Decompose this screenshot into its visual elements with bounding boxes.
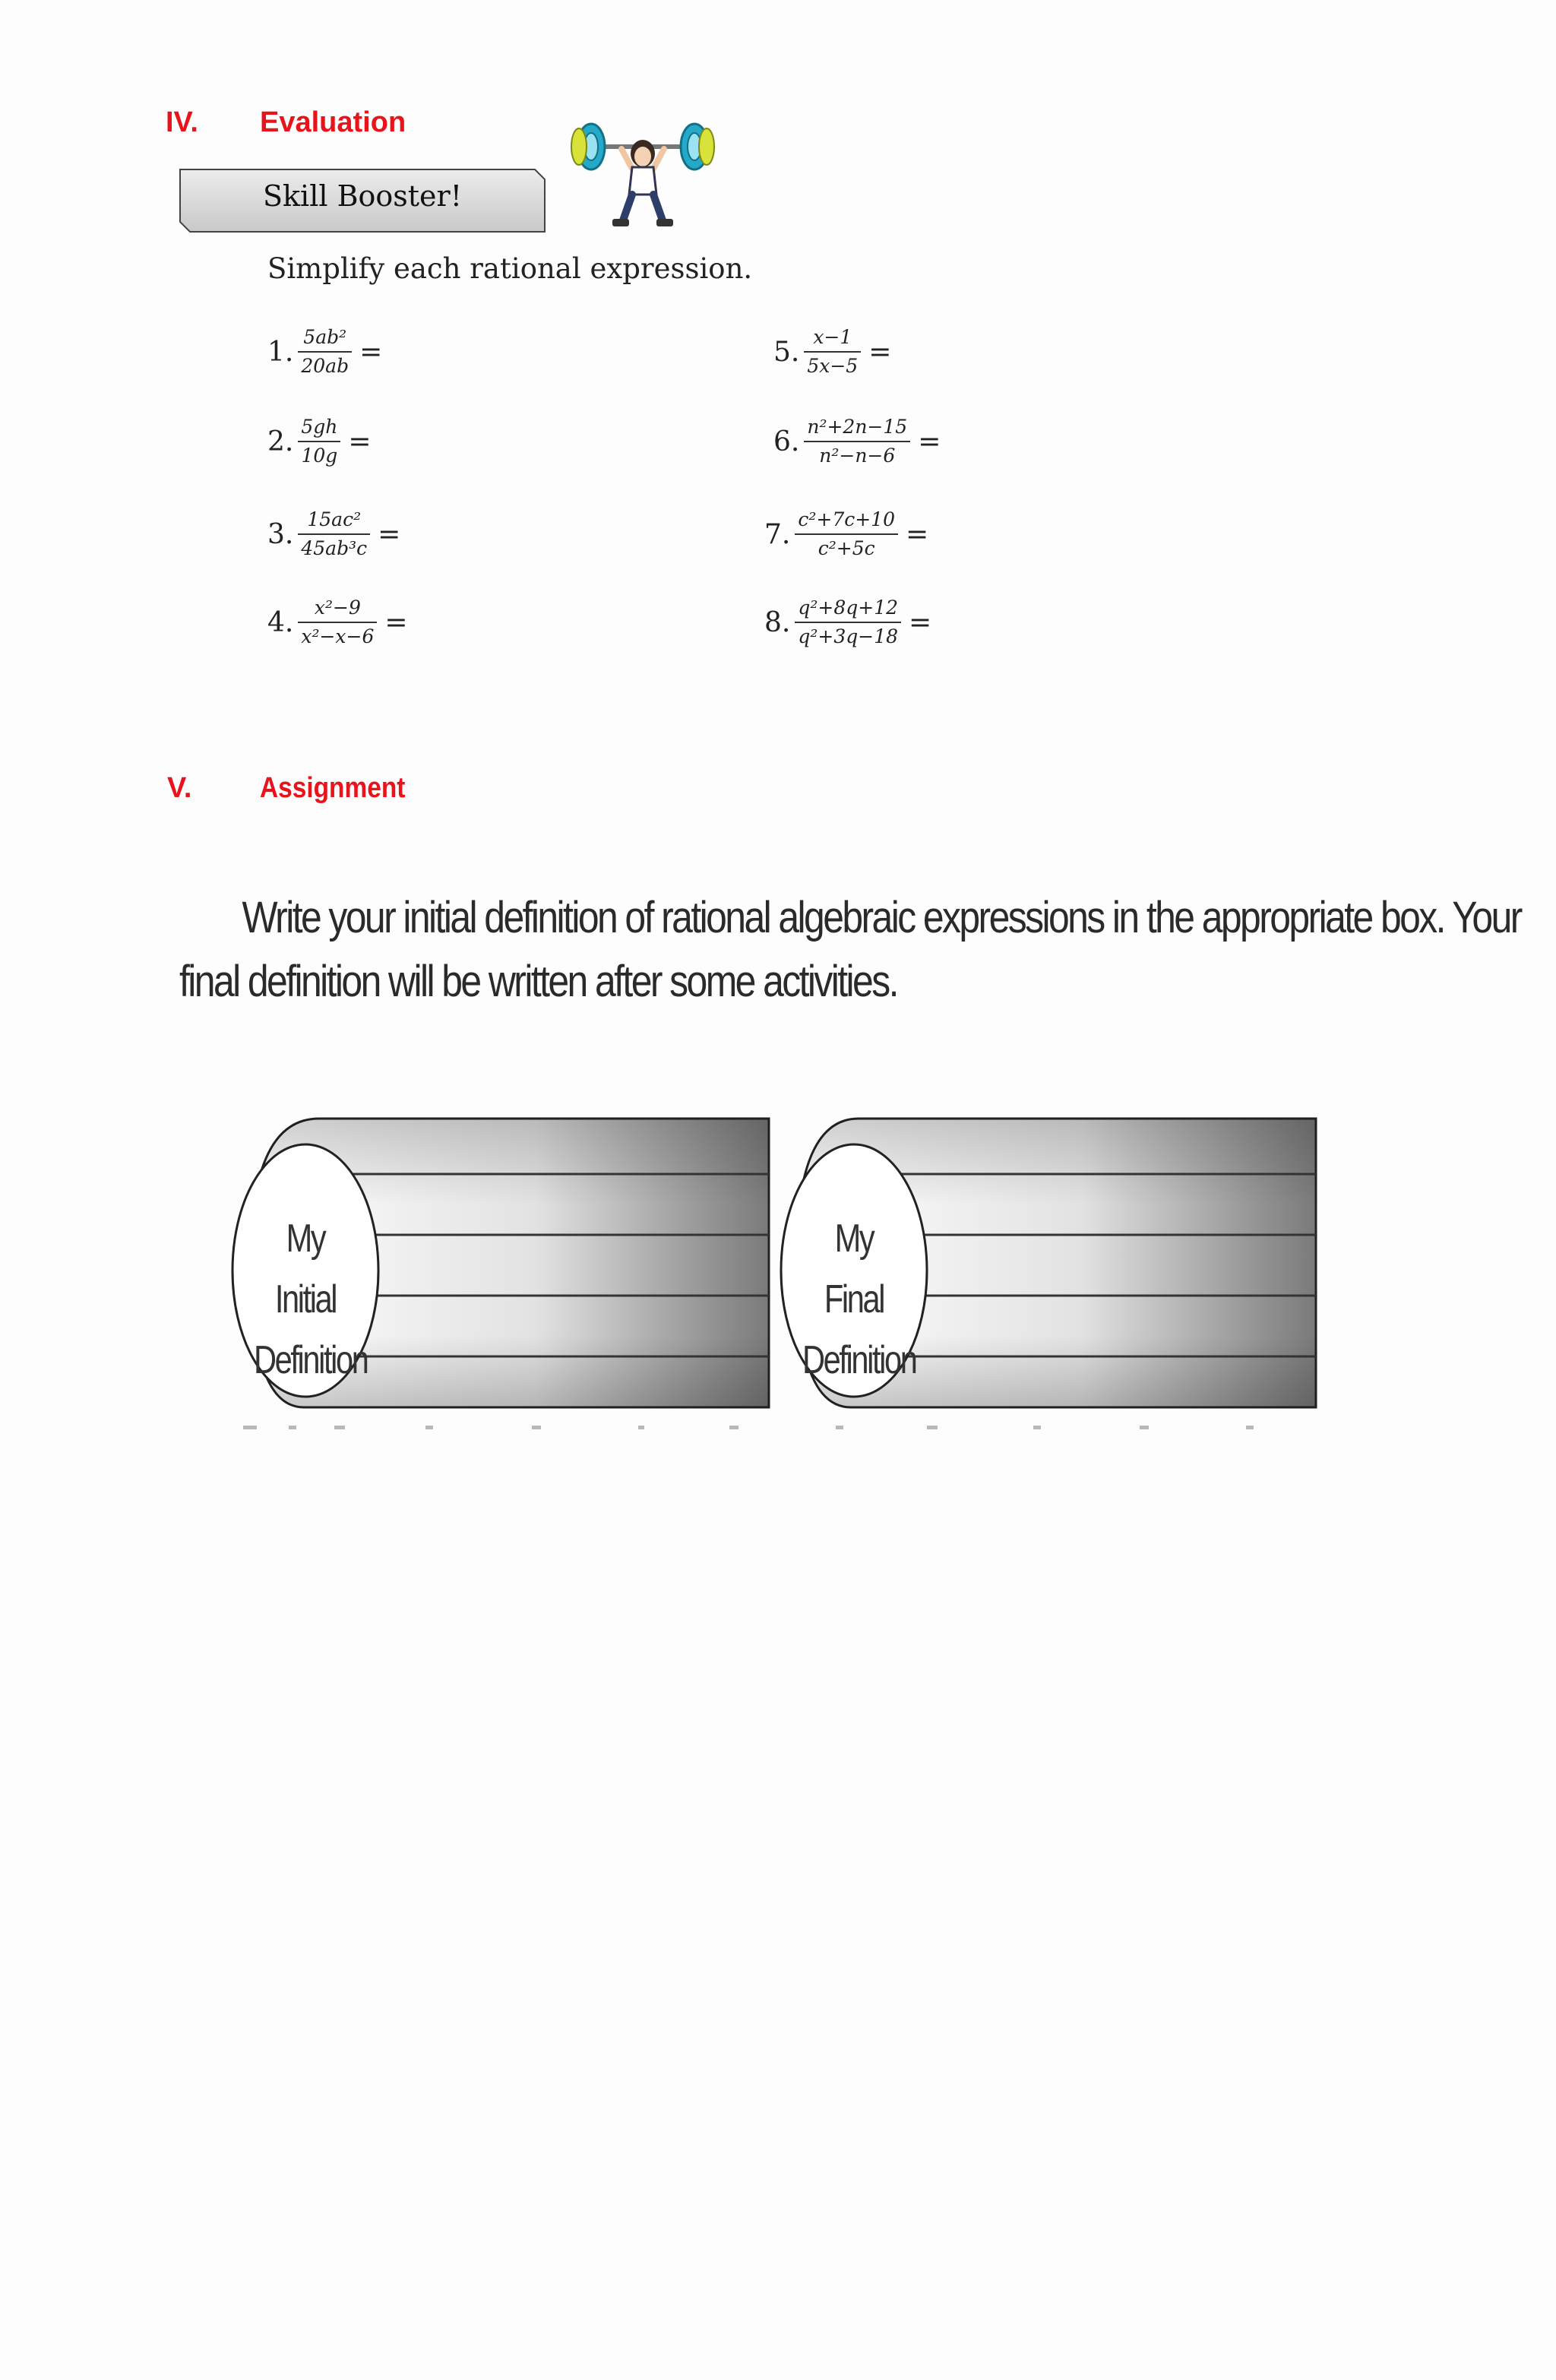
section-title-assignment: Assignment [260, 772, 406, 804]
weightlifter-girl-icon [568, 122, 717, 240]
equals-sign: = [378, 518, 401, 550]
problem-6 [773, 407, 941, 476]
fraction [804, 413, 910, 470]
equals-sign: = [868, 336, 892, 368]
section-number-assignment: V. [167, 772, 192, 804]
fraction [298, 413, 340, 470]
equals-sign: = [384, 606, 408, 638]
problem-number: 7. [764, 518, 791, 550]
numerator: 5gh [301, 416, 338, 438]
skill-booster-banner [179, 169, 546, 233]
problem-number: 4. [267, 606, 294, 638]
problem-8 [764, 588, 931, 657]
problem-number: 2. [267, 426, 294, 457]
numerator: n²+2n−15 [807, 416, 908, 438]
equals-sign: = [348, 426, 372, 457]
numerator: x−1 [813, 326, 852, 348]
denominator: 20ab [301, 355, 349, 377]
numerator: 15ac² [307, 508, 362, 530]
assignment-instructions [179, 886, 1521, 1014]
fraction [298, 324, 352, 380]
fraction [298, 506, 370, 562]
final-definition-label [802, 1208, 916, 1391]
section-number-evaluation: IV. [166, 106, 198, 138]
numerator: c²+7c+10 [798, 508, 895, 530]
problem-number: 8. [764, 606, 791, 638]
denominator: 45ab³c [301, 537, 368, 559]
initial-label-line-1: My Initial [274, 1217, 337, 1321]
denominator: q²+3q−18 [798, 625, 898, 647]
problem-number: 5. [773, 336, 800, 368]
cropped-text-fragment [243, 1423, 1314, 1432]
equals-sign: = [906, 518, 929, 550]
equals-sign: = [359, 336, 383, 368]
denominator: c²+5c [818, 537, 875, 559]
numerator: q²+8q+12 [798, 597, 898, 619]
assignment-text-line-1: Write your initial definition of rational algebraic expressions in the appropriate box. Your [242, 893, 1521, 942]
problem-2 [267, 407, 372, 476]
problem-1 [267, 318, 382, 386]
problem-number: 1. [267, 336, 294, 368]
fraction [795, 594, 901, 650]
problem-3 [267, 500, 400, 568]
problem-number: 6. [773, 426, 800, 457]
problem-5 [773, 318, 891, 386]
fraction [804, 324, 861, 380]
section-title-evaluation: Evaluation [260, 106, 406, 138]
denominator: n²−n−6 [819, 445, 896, 467]
numerator: 5ab² [303, 326, 347, 348]
final-label-line-1: My Final [824, 1217, 884, 1321]
assignment-text-line-2: final definition will be written after some activities. [179, 957, 897, 1006]
definition-boxes-figure [220, 1109, 1330, 1421]
initial-label-line-2: Definition [254, 1338, 368, 1382]
problem-number: 3. [267, 518, 294, 550]
numerator: x²−9 [314, 597, 361, 619]
denominator: 5x−5 [807, 355, 859, 377]
evaluation-instruction: Simplify each rational expression. [267, 252, 753, 285]
initial-definition-label [254, 1208, 368, 1391]
equals-sign: = [909, 606, 932, 638]
fraction [795, 506, 898, 562]
problem-4 [267, 588, 408, 657]
fraction [298, 594, 377, 650]
final-label-line-2: Definition [802, 1338, 916, 1382]
problem-7 [764, 500, 928, 568]
equals-sign: = [918, 426, 941, 457]
denominator: 10g [301, 445, 338, 467]
skill-booster-label: Skill Booster! [263, 179, 462, 213]
denominator: x²−x−6 [301, 625, 375, 647]
